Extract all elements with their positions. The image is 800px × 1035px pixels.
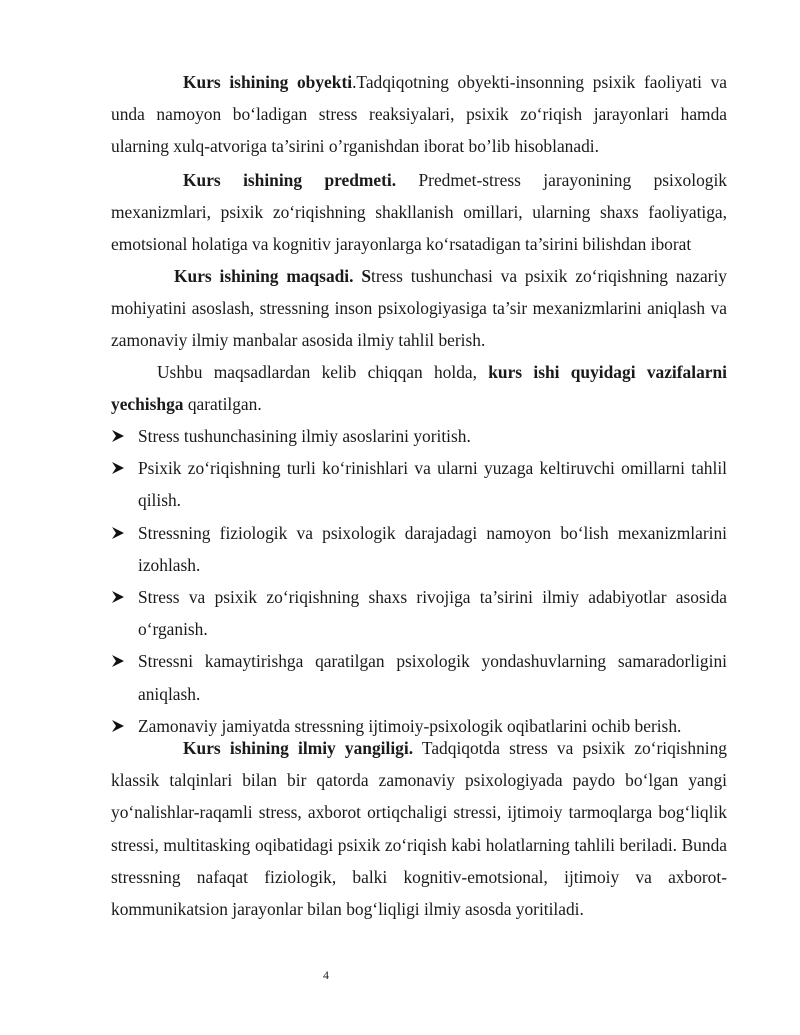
heading-yangilik: Kurs ishining ilmiy yangiligi. xyxy=(183,738,414,758)
task-text: Stressning fiziologik va psixologik darajadagi namoyon boʻlish mexanizmlarini izohlash. xyxy=(138,522,727,575)
text-predmet: Predmet-stress jarayonining psixologik mexanizmlari, psixik zoʻriqishning shakllanish omillari, ularning shaxs faoliyatiga, emotsional holatiga va kognitiv jarayonlarga koʻrsatadigan ta’sirini bilishdan iborat xyxy=(111,170,727,255)
list-item xyxy=(111,452,727,516)
task-text: Stress va psixik zoʻriqishning shaxs rivojiga ta’sirini ilmiy adabiyotlar asosida oʻrganish. xyxy=(138,587,727,640)
arrow-bullet-icon xyxy=(111,429,125,443)
task-text: Psixik zoʻriqishning turli koʻrinishlari va ularni yuzaga keltiruvchi omillarni tahlil qilish. xyxy=(138,458,727,511)
paragraph-yangilik xyxy=(111,732,727,925)
arrow-bullet-icon xyxy=(111,461,125,475)
task-text: Stressni kamaytirishga qaratilgan psixologik yondashuvlarning samaradorligini aniqlash. xyxy=(138,651,727,704)
text-yangilik: Tadqiqotda stress va psixik zoʻriqishning klassik talqinlari bilan bir qatorda zamonaviy psixologiyada paydo boʻlgan yangi yoʻnalishlar-raqamli stress, axborot ortiqchaligi stressi, ijtimoiy tarmoqlarga bogʻliqlik stressi, multitasking oqibatidagi psixik zoʻriqish kabi holatlarning tahlili beriladi. Bunda stressning nafaqat fiziologik, balki kognitiv-emotsional, ijtimoiy va axborot-kommunikatsion jarayonlar bilan bogʻliqligi ilmiy asosda yoritiladi. xyxy=(111,738,727,920)
text-obyekt: .Tadqiqotning obyekti-insonning psixik faoliyati va unda namoyon boʻladigan stress reaksiyalari, psixik zoʻriqish jarayonlari hamda ularning xulq-atvoriga ta’sirini o’rganishdan iborat bo’lib hisoblanadi. xyxy=(111,72,727,157)
paragraph-vazifa xyxy=(111,356,727,420)
text-vazifa-after: qaratilgan. xyxy=(183,394,262,415)
list-item xyxy=(111,420,727,452)
arrow-bullet-icon xyxy=(111,590,125,604)
paragraph-predmet xyxy=(111,164,727,261)
list-item xyxy=(111,517,727,581)
text-maqsad: tress tushunchasi va psixik zoʻriqishning nazariy mohiyatini asoslash, stressning inson psixologiyasiga ta’sir mexanizmlarini aniqlash va zamonaviy ilmiy manbalar asosida ilmiy tahlil berish. xyxy=(111,266,727,351)
tasks-list xyxy=(111,420,727,742)
arrow-bullet-icon xyxy=(111,654,125,668)
list-item xyxy=(111,581,727,645)
text-vazifa-before: Ushbu maqsadlardan kelib chiqqan holda, xyxy=(157,362,489,382)
task-text: Stress tushunchasining ilmiy asoslarini yoritish. xyxy=(138,426,471,446)
heading-obyekt: Kurs ishining obyekti xyxy=(183,72,353,92)
text-vazifa-bold: kurs ishi quyidagi vazifalarni yechishga xyxy=(111,362,727,415)
arrow-bullet-icon xyxy=(111,526,125,540)
heading-predmet: Kurs ishining predmeti. xyxy=(183,170,397,190)
list-item xyxy=(111,645,727,709)
heading-maqsad: Kurs ishining maqsadi. S xyxy=(174,266,371,286)
page-number: 4 xyxy=(323,968,329,982)
arrow-bullet-icon xyxy=(111,719,125,733)
paragraph-maqsad xyxy=(111,260,727,357)
paragraph-obyekt xyxy=(111,66,727,163)
task-text: Zamonaviy jamiyatda stressning ijtimoiy-psixologik oqibatlarini ochib berish. xyxy=(138,715,682,736)
